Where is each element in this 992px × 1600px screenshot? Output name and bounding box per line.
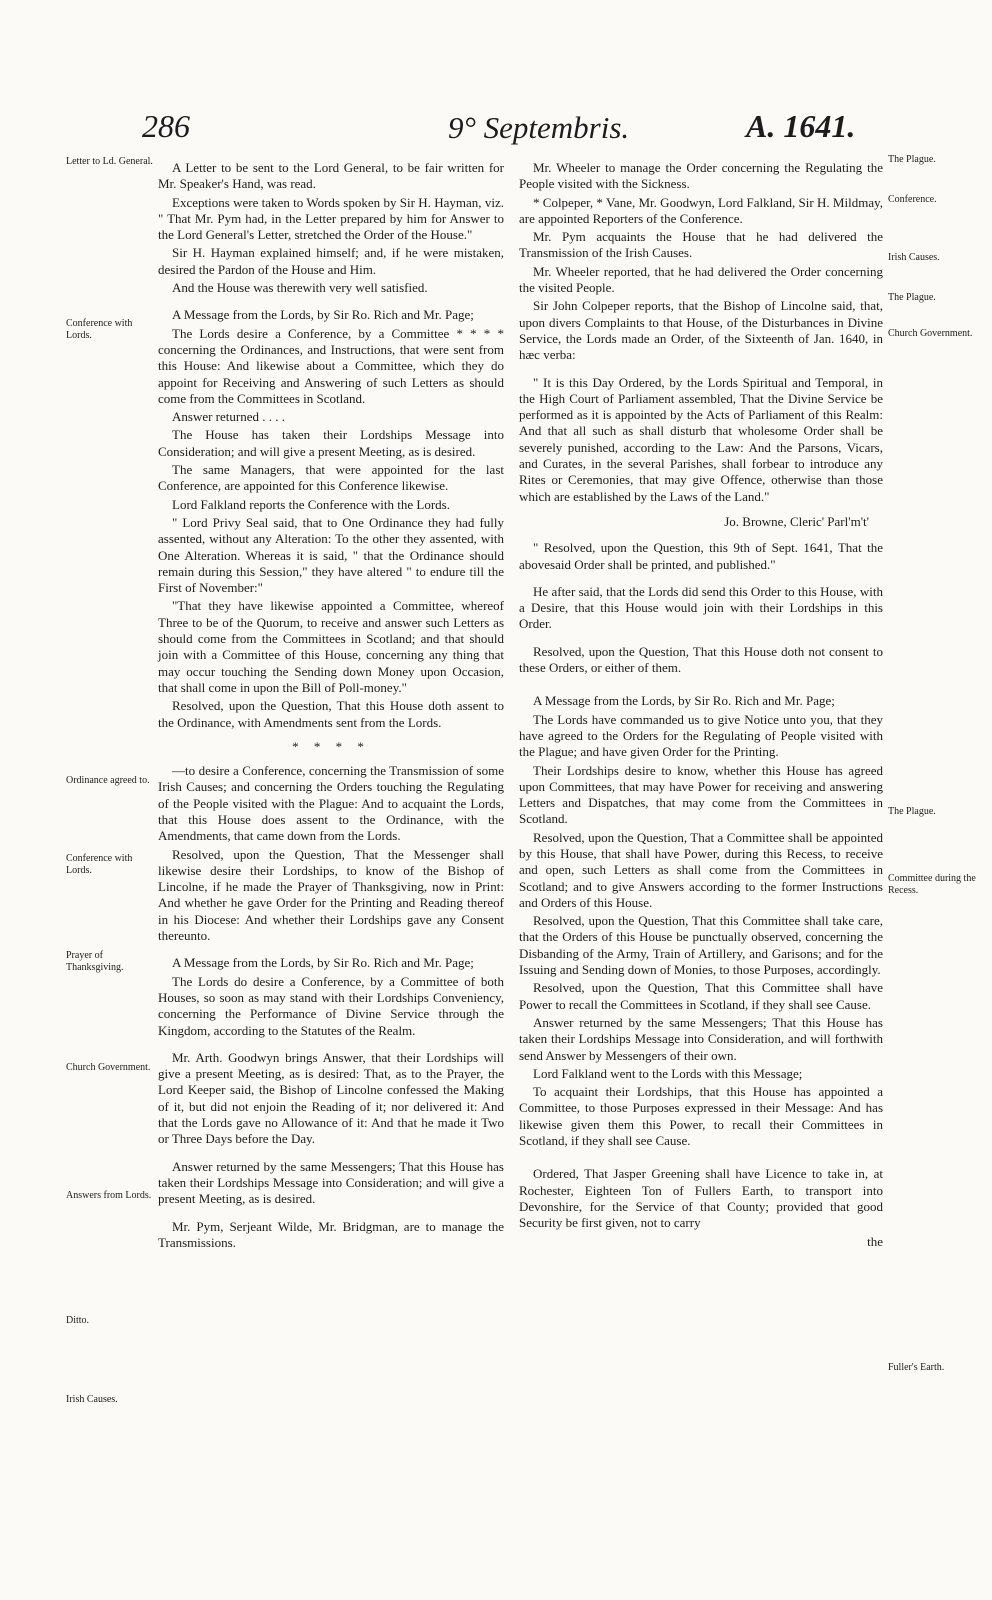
catchword: the <box>867 1233 883 1249</box>
paragraph: The same Managers, that were appointed for the last Conference, are appointed for this Conference likewise. <box>158 462 504 494</box>
paragraph: Mr. Arth. Goodwyn brings Answer, that their Lordships will give a present Meeting, as is desired: That, as to the Prayer, the Lord Keeper said, the Bishop of Lincolne confessed the Making of it, but did not enjoin the Reading of it; nor delivered it: And that the Lords gave no Allowance of it: And that he made it Two or Three Days before the Day. <box>158 1049 504 1147</box>
paragraph: Ordered, That Jasper Greening shall have Licence to take in, at Rochester, Eighteen Ton of Fullers Earth, to transport into Devonshire, for the Service of that County; provided that good Security be first given, not to carry <box>519 1166 883 1231</box>
paragraph: Resolved, upon the Question, That this House doth not consent to these Orders, or either of them. <box>519 643 883 676</box>
margin-note: Prayer of Thanksgiving. <box>66 950 124 973</box>
paragraph: Mr. Wheeler to manage the Order concerning the Regulating the People visited with the Sickness. <box>519 160 883 192</box>
paragraph: " Resolved, upon the Question, this 9th of Sept. 1641, That the abovesaid Order shall be printed, and published." <box>519 540 883 572</box>
clerk-signature: Jo. Browne, Cleric' Parl'm't' <box>724 513 869 529</box>
margin-note: Answers from Lords. <box>66 1190 152 1201</box>
paragraph: The Lords do desire a Conference, by a Committee of both Houses, so soon as may stand with their Lordships Conveniency, concerning the Performance of Divine Service through the Kingdom, according to the Statutes of the Realm. <box>158 973 504 1038</box>
margin-note: Ditto. <box>66 1315 90 1326</box>
paragraph: Sir H. Hayman explained himself; and, if he were mistaken, desired the Pardon of the House and Him. <box>158 245 504 277</box>
margin-note: Letter to Ld. General. <box>66 156 153 167</box>
paragraph: Exceptions were taken to Words spoken by Sir H. Hayman, viz. " That Mr. Pym had, in the Letter prepared by him for Answer to the Lord General's Letter, stretched the Order of the House." <box>158 194 504 243</box>
quoted-order: " It is this Day Ordered, by the Lords Spiritual and Temporal, in the High Court of Parliament assembled, That the Divine Service be performed as it is appointed by the Acts of Parliament of this Realm: And that all such as shall disturb that wholesome Order shall be severely punished, according to the Law: And the Parsons, Vicars, and Curates, in the several Parishes, shall forbear to introduce any Rites or Ceremonies, that may give Offence, otherwise than those which are established by the Laws of the Land." <box>519 374 883 504</box>
paragraph: Resolved, upon the Question, That this Committee shall take care, that the Orders of this House be punctually observed, concerning the Disbanding of the Army, Train of Artillery, and Garisons; and for the Issuing and Sending down of Monies, to those Purposes, accordingly. <box>519 913 883 978</box>
paragraph: * Colpeper, * Vane, Mr. Goodwyn, Lord Falkland, Sir H. Mildmay, are appointed Reporters of the Conference. <box>519 194 883 226</box>
left-column <box>158 160 504 1253</box>
paragraph: A Letter to be sent to the Lord General, to be fair written for Mr. Speaker's Hand, was read. <box>158 160 504 192</box>
margin-note: Church Government. <box>66 1062 151 1073</box>
margin-note: The Plague. <box>888 806 936 817</box>
right-column <box>519 160 883 1250</box>
margin-note: Conference with Lords. <box>66 853 133 876</box>
paragraph: " Lord Privy Seal said, that to One Ordinance they had fully assented, without any Alteration: To the other they assented, with One Alteration. Whereas it is said, " that the Ordinance should remain during this Session," they have altered " to endure till the First of November:" <box>158 514 504 596</box>
paragraph: Answer returned by the same Messengers; That this House has taken their Lordships Message into Consideration; and will give a present Meeting, as is desired. <box>158 1158 504 1207</box>
margin-note: Fuller's Earth. <box>888 1362 945 1373</box>
paragraph: A Message from the Lords, by Sir Ro. Rich and Mr. Page; <box>172 955 474 971</box>
paragraph: Mr. Pym, Serjeant Wilde, Mr. Bridgman, are to manage the Transmissions. <box>158 1218 504 1250</box>
paragraph: The House has taken their Lordships Message into Consideration; and will give a present Meeting, as is desired. <box>158 427 504 459</box>
paragraph: A Message from the Lords, by Sir Ro. Rich and Mr. Page; <box>533 693 835 709</box>
paragraph: Lord Falkland reports the Conference with the Lords. <box>172 496 450 512</box>
paragraph: "That they have likewise appointed a Committee, whereof Three to be of the Quorum, to receive and answer such Letters as should come from the Committees in Scotland; and that should join with a Committee of this House, concerning any thing that may occur touching the Sending down Money upon Occasion, that shall come in upon the Bill of Poll-money." <box>158 598 504 695</box>
paragraph: Resolved, upon the Question, That this House doth assent to the Ordinance, with Amendments sent from the Lords. <box>158 698 504 730</box>
paragraph: Their Lordships desire to know, whether this House has agreed upon Committees, that may have Power for receiving and answering Letters and Dispatches, that may come from the Committees in Scotland. <box>519 762 883 827</box>
margin-note: Committee during the Recess. <box>888 873 976 896</box>
margin-note: Irish Causes. <box>66 1394 118 1405</box>
page-date: 9° Septembris. <box>448 110 630 145</box>
paragraph: Answer returned by the same Messengers; That this House has taken their Lordships Message into Consideration, and will forthwith send Answer by Messengers of their own. <box>519 1014 883 1063</box>
paragraph: Resolved, upon the Question, That a Committee shall be appointed by this House, that shall have Power, during this Recess, to receive and open, such Letters as shall come from the Committees in Scotland; and to give Answers according to the former Instructions and Orders of this House. <box>519 829 883 910</box>
margin-note: Conference. <box>888 194 937 205</box>
paragraph: And the House was therewith very well satisfied. <box>172 280 428 296</box>
margin-note: Irish Causes. <box>888 252 940 263</box>
paragraph: Lord Falkland went to the Lords with this Message; <box>533 1065 803 1081</box>
page-number: 286 <box>142 108 190 144</box>
paragraph: The Lords desire a Conference, by a Committee * * * * concerning the Ordinances, and Instructions, that were sent from this House: And likewise about a Committee, which they do appoint for Receiving and Answering of such Letters as should come from the Committees in Scotland. <box>158 325 504 406</box>
paragraph: Resolved, upon the Question, That the Messenger shall likewise desire their Lordships, to know of the Bishop of Lincolne, if he made the Prayer of Thanksgiving, now in Print: And whether he gave Order for the Printing and Reading thereof in his Diocese: And whether their Lordships gave any Consent thereunto. <box>158 846 504 944</box>
paragraph: Sir John Colpeper reports, that the Bishop of Lincolne said, that, upon divers Complaints to that House, of the Disturbances in Divine Service, the Lords made an Order, of the Sixteenth of Jan. 1640, in hæc verba: <box>519 298 883 363</box>
paragraph: Answer returned . . . . <box>172 409 285 425</box>
paragraph: Mr. Wheeler reported, that he had delivered the Order concerning the visited People. <box>519 263 883 296</box>
paragraph: The Lords have commanded us to give Notice unto you, that they have agreed to the Orders for the Regulating of People visited with the Plague; and have given Order for the Printing. <box>519 711 883 760</box>
margin-note: The Plague. <box>888 292 936 303</box>
page-year: A. 1641. <box>746 108 856 144</box>
paragraph: Mr. Pym acquaints the House that he had delivered the Transmission of the Irish Causes. <box>519 229 883 261</box>
asterisks-divider: * * * * <box>292 738 370 754</box>
paragraph: —to desire a Conference, concerning the Transmission of some Irish Causes; and concerning the Orders touching the Regulating of the People visited with the Plague: And to acquaint the Lords, that this House does assent to the Ordinance, with the Amendments, that came down from the Lords. <box>158 763 504 844</box>
paragraph: To acquaint their Lordships, that this House has appointed a Committee, to those Purposes expressed in their Message: And has likewise given them this Power, to recall their Committees in Scotland, if they shall see Cause. <box>519 1084 883 1149</box>
paragraph: A Message from the Lords, by Sir Ro. Rich and Mr. Page; <box>172 307 474 323</box>
margin-note: Conference with Lords. <box>66 318 133 341</box>
margin-note: The Plague. <box>888 154 936 165</box>
paragraph: He after said, that the Lords did send this Order to this House, with a Desire, that this House would join with their Lordships in this Order. <box>519 583 883 632</box>
margin-note: Ordinance agreed to. <box>66 775 150 786</box>
page-header <box>0 108 992 148</box>
margin-note: Church Government. <box>888 328 973 339</box>
paragraph: Resolved, upon the Question, That this Committee shall have Power to recall the Committees in Scotland, if they shall see Cause. <box>519 980 883 1012</box>
